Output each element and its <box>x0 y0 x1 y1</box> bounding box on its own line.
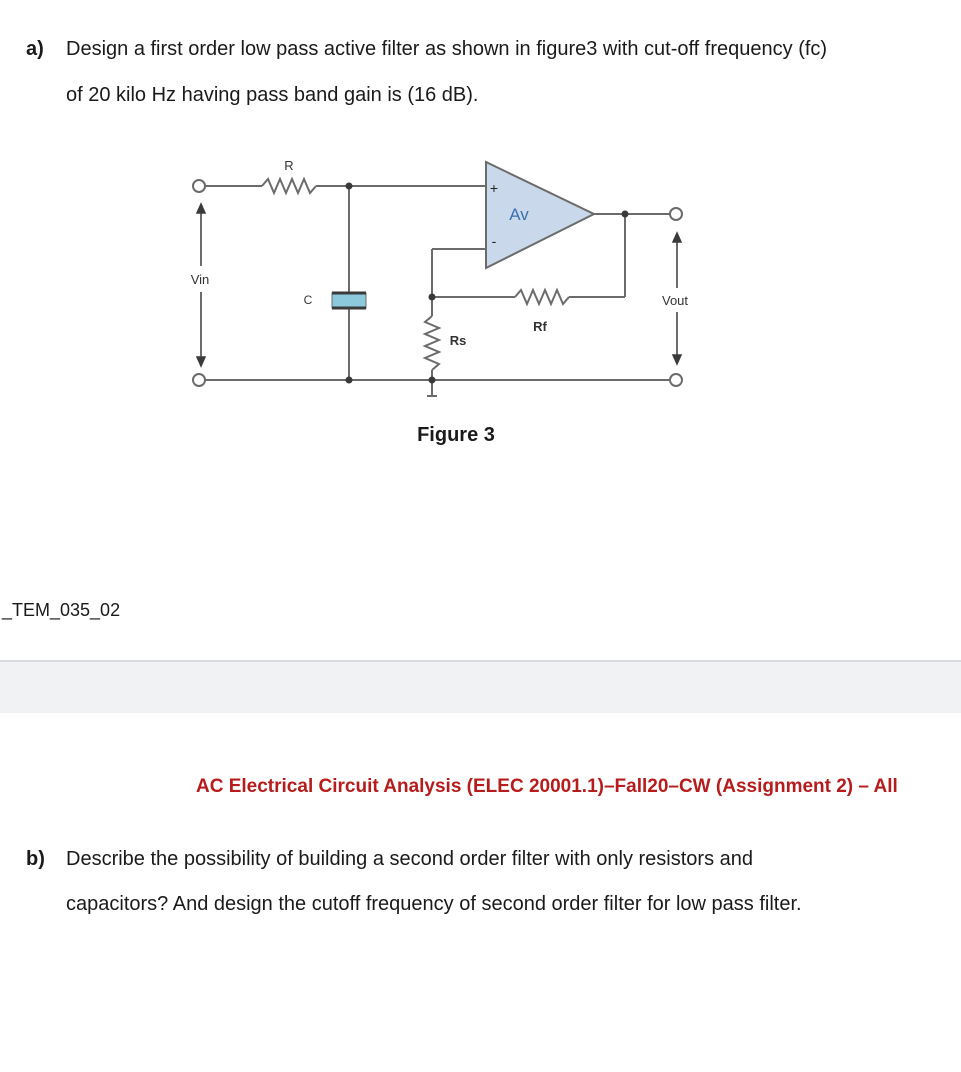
page-header-title: AC Electrical Circuit Analysis (ELEC 20001.1)–Fall20–CW (Assignment 2) – All <box>196 776 898 797</box>
label-vin: Vin <box>190 272 210 287</box>
vin-terminal-top <box>193 180 205 192</box>
question-a-label: a) <box>26 38 44 60</box>
circuit-diagram <box>0 0 961 460</box>
junction-dot <box>622 211 629 218</box>
junction-dot <box>429 377 436 384</box>
vout-terminal-bottom <box>670 374 682 386</box>
vin-terminal-bottom <box>193 374 205 386</box>
label-c: C <box>303 293 313 307</box>
vin-arrow-down-icon <box>197 357 205 366</box>
label-rs: Rs <box>449 333 467 348</box>
capacitor-c <box>332 293 366 308</box>
resistor-r <box>262 179 316 193</box>
junction-dot <box>429 294 436 301</box>
label-vout: Vout <box>661 293 689 308</box>
question-a-text-line-1: Design a first order low pass active filter as shown in figure3 with cut-off frequency (fc) <box>66 38 828 60</box>
question-b-text-line-2: capacitors? And design the cutoff frequency of second order filter for low pass filter. <box>66 893 802 915</box>
junction-dot <box>346 183 353 190</box>
label-minus: - <box>491 233 497 249</box>
resistor-rs <box>425 316 439 370</box>
figure-caption: Figure 3 <box>417 424 495 446</box>
question-b-label: b) <box>26 848 45 870</box>
junction-dot <box>346 377 353 384</box>
label-plus: + <box>489 180 499 196</box>
document-code: _TEM_035_02 <box>2 600 121 620</box>
vin-arrow-up-icon <box>197 204 205 213</box>
question-a-text-line-2: of 20 kilo Hz having pass band gain is (16 dB). <box>66 84 479 106</box>
vout-arrow-down-icon <box>673 355 681 364</box>
page-gap <box>0 660 961 715</box>
label-r: R <box>284 158 294 173</box>
question-b-text-line-1: Describe the possibility of building a second order filter with only resistors and <box>66 848 754 870</box>
vout-terminal-top <box>670 208 682 220</box>
label-av: Av <box>509 205 529 224</box>
resistor-rf <box>515 290 569 304</box>
vout-arrow-up-icon <box>673 233 681 242</box>
op-amp <box>486 162 594 268</box>
label-rf: Rf <box>533 319 547 334</box>
